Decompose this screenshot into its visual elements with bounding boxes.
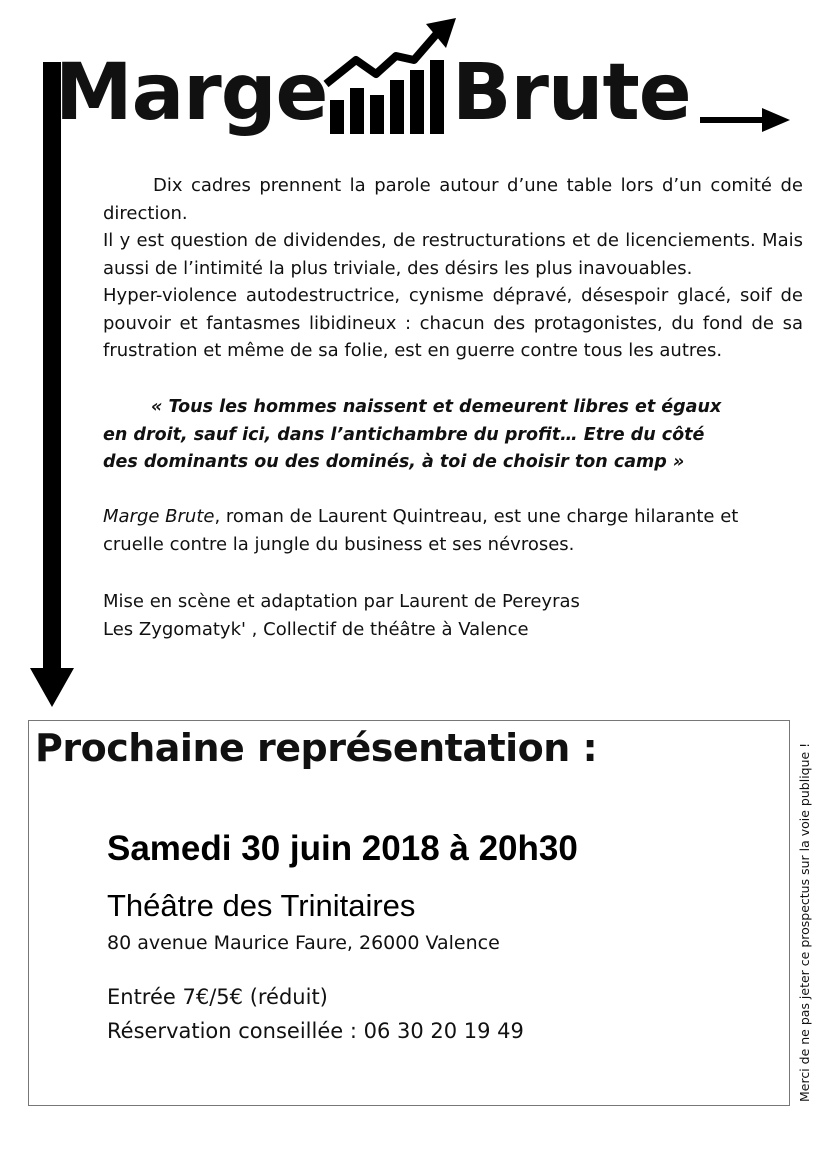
credits-paragraph bbox=[103, 588, 803, 643]
staging-credit: Mise en scène et adaptation par Laurent de Pereyras bbox=[103, 591, 580, 612]
logo-word-brute: Brute bbox=[452, 48, 691, 138]
event-box bbox=[28, 720, 790, 1106]
event-reservation: Réservation conseillée : 06 30 20 19 49 bbox=[107, 1019, 524, 1043]
event-address: 80 avenue Maurice Faure, 26000 Valence bbox=[107, 932, 500, 954]
quote-text: « Tous les hommes naissent et demeurent libres et égaux en droit, sauf ici, dans l’antichambre du profit… Etre du côté des dominants ou des dominés, à toi de choisir ton camp » bbox=[103, 397, 722, 472]
side-note: Merci de ne pas jeter ce prospectus sur la voie publique ! bbox=[797, 742, 812, 1102]
book-title: Marge Brute bbox=[103, 506, 215, 527]
event-venue: Théâtre des Trinitaires bbox=[107, 888, 416, 923]
event-price: Entrée 7€/5€ (réduit) bbox=[107, 985, 328, 1009]
event-heading: Prochaine représentation : bbox=[35, 726, 598, 770]
intro-line-3: Hyper-violence autodestructrice, cynisme dépravé, désespoir glacé, soif de pouvoir et fantasmes libidineux : chacun des protagonistes, du fond de sa frustration et même de sa folie, est en guerre contre tous les autres. bbox=[103, 285, 803, 361]
intro-paragraph bbox=[103, 172, 803, 365]
arrow-down-icon bbox=[30, 62, 74, 707]
quote-paragraph bbox=[103, 394, 743, 477]
arrow-right-icon bbox=[700, 108, 790, 132]
intro-line-2: Il y est question de dividendes, de restructurations et de licenciements. Mais aussi de l’intimité la plus triviale, des désirs les plus inavouables. bbox=[103, 230, 803, 279]
description-paragraph bbox=[103, 503, 793, 558]
rising-bar-chart-icon bbox=[326, 18, 456, 134]
description-text: , roman de Laurent Quintreau, est une charge hilarante et cruelle contre la jungle du business et ses névroses. bbox=[103, 506, 739, 555]
event-date: Samedi 30 juin 2018 à 20h30 bbox=[107, 829, 578, 868]
intro-line-1: Dix cadres prennent la parole autour d’une table lors d’un comité de direction. bbox=[103, 175, 803, 224]
logo-word-marge: Marge bbox=[55, 48, 328, 138]
company-credit: Les Zygomatyk' , Collectif de théâtre à Valence bbox=[103, 618, 529, 640]
